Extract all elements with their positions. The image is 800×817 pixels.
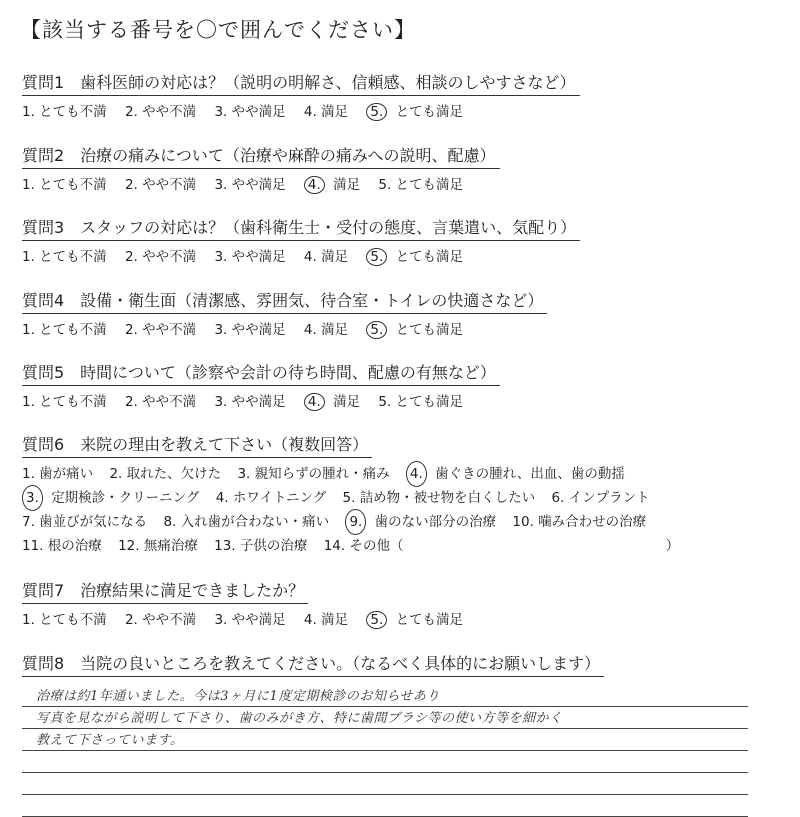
circled-number: 5. xyxy=(366,611,387,629)
option-4b[interactable]: 4. ホワイトニング xyxy=(215,490,327,506)
circled-number: 5. xyxy=(366,103,387,121)
option-13[interactable]: 13. 子供の治療 xyxy=(214,538,308,554)
circled-number: 5. xyxy=(366,248,387,266)
option-5-circled[interactable] xyxy=(366,612,387,628)
options-row xyxy=(22,510,679,534)
circled-number: 3. xyxy=(22,485,43,511)
answer-line[interactable] xyxy=(22,707,748,729)
option-10[interactable]: 10. 噛み合わせの治療 xyxy=(512,514,647,530)
option-1[interactable]: 1. とても不満 xyxy=(22,104,107,120)
option-3[interactable]: 3. やや満足 xyxy=(214,322,286,338)
question-3 xyxy=(22,215,580,265)
option-2[interactable]: 2. やや不満 xyxy=(124,394,197,410)
option-5-label: とても満足 xyxy=(395,322,464,338)
option-2[interactable]: 2. やや不満 xyxy=(124,322,197,338)
option-1[interactable]: 1. とても不満 xyxy=(22,394,107,410)
option-5[interactable]: 5. とても満足 xyxy=(378,394,464,410)
option-5-label: とても満足 xyxy=(395,249,464,265)
options-grid xyxy=(22,462,679,558)
question-title: 質問8 当院の良いところを教えてください。（なるべく具体的にお願いします） xyxy=(22,651,604,677)
option-5[interactable]: 5. 詰め物・被せ物を白くしたい xyxy=(342,490,536,506)
option-5-label: とても満足 xyxy=(395,104,464,120)
option-8[interactable]: 8. 入れ歯が合わない・痛い xyxy=(163,514,330,530)
question-1 xyxy=(22,70,580,120)
handwritten-answer: 写真を見ながら説明して下さり、歯のみがき方、特に歯間ブラシ等の使い方等を細かく xyxy=(36,711,563,726)
options-row xyxy=(22,173,500,193)
option-2[interactable]: 2. やや不満 xyxy=(124,249,197,265)
answer-line[interactable] xyxy=(22,685,748,707)
circled-number: 4. xyxy=(304,176,325,194)
option-3b-label: 定期検診・クリーニング xyxy=(51,490,200,506)
question-8 xyxy=(22,651,604,677)
handwritten-answer: 治療は約1年通いました。今は3ヶ月に1度定期検診のお知らせあり xyxy=(36,689,440,704)
question-title: 質問2 治療の痛みについて（治療や麻酔の痛みへの説明、配慮） xyxy=(22,143,500,169)
option-4-circled[interactable] xyxy=(304,394,325,410)
option-3[interactable]: 3. 親知らずの腫れ・痛み xyxy=(237,466,390,482)
option-4-label: 満足 xyxy=(333,394,361,410)
option-1[interactable]: 1. とても不満 xyxy=(22,612,107,628)
question-4 xyxy=(22,288,547,338)
question-title: 質問5 時間について（診察や会計の待ち時間、配慮の有無など） xyxy=(22,360,500,386)
question-title: 質問4 設備・衛生面（清潔感、雰囲気、待合室・トイレの快適さなど） xyxy=(22,288,547,314)
option-14[interactable]: 14. その他（ xyxy=(323,538,404,554)
option-3b-circled[interactable] xyxy=(22,486,43,510)
options-row xyxy=(22,534,679,558)
option-4-circled[interactable] xyxy=(406,462,427,486)
circled-number: 4. xyxy=(304,393,325,411)
options-row xyxy=(22,462,679,486)
option-11[interactable]: 11. 根の治療 xyxy=(22,538,102,554)
option-4[interactable]: 4. 満足 xyxy=(303,322,349,338)
option-2[interactable]: 2. やや不満 xyxy=(124,612,197,628)
question-title: 質問1 歯科医師の対応は？（説明の明解さ、信頼感、相談のしやすさなど） xyxy=(22,70,580,96)
option-5-label: とても満足 xyxy=(395,612,464,628)
option-4[interactable]: 4. 満足 xyxy=(303,249,349,265)
question-5 xyxy=(22,360,500,410)
option-1[interactable]: 1. とても不満 xyxy=(22,177,107,193)
options-row xyxy=(22,608,477,628)
option-1[interactable]: 1. とても不満 xyxy=(22,322,107,338)
option-5-circled[interactable] xyxy=(366,249,387,265)
option-5[interactable]: 5. とても満足 xyxy=(378,177,464,193)
option-4-label: 満足 xyxy=(333,177,361,193)
option-9-circled[interactable] xyxy=(345,510,366,534)
question-title: 質問6 来院の理由を教えて下さい（複数回答） xyxy=(22,432,372,458)
options-row xyxy=(22,245,580,265)
option-12[interactable]: 12. 無痛治療 xyxy=(118,538,198,554)
option-3[interactable]: 3. やや満足 xyxy=(214,394,286,410)
option-2[interactable]: 2. やや不満 xyxy=(124,177,197,193)
circled-number: 9. xyxy=(345,509,366,535)
answer-line[interactable] xyxy=(22,773,748,795)
question-title: 質問3 スタッフの対応は？（歯科衛生士・受付の態度、言葉遣い、気配り） xyxy=(22,215,580,241)
option-4[interactable]: 4. 満足 xyxy=(303,104,349,120)
page-title: 【該当する番号を〇で囲んでください】 xyxy=(20,18,416,42)
answer-line[interactable] xyxy=(22,751,748,773)
answer-lines xyxy=(22,685,748,817)
options-row xyxy=(22,390,500,410)
option-3[interactable]: 3. やや満足 xyxy=(214,177,286,193)
option-2[interactable]: 2. 取れた、欠けた xyxy=(109,466,222,482)
option-7[interactable]: 7. 歯並びが気になる xyxy=(22,514,148,530)
option-3[interactable]: 3. やや満足 xyxy=(214,249,286,265)
handwritten-answer: 教えて下さっています。 xyxy=(36,733,184,748)
question-title: 質問7 治療結果に満足できましたか？ xyxy=(22,578,308,604)
option-1[interactable]: 1. とても不満 xyxy=(22,249,107,265)
option-5-circled[interactable] xyxy=(366,322,387,338)
question-2 xyxy=(22,143,500,193)
options-row xyxy=(22,486,679,510)
option-5-circled[interactable] xyxy=(366,104,387,120)
option-2[interactable]: 2. やや不満 xyxy=(124,104,197,120)
option-14-close-paren: ） xyxy=(665,538,680,554)
answer-line[interactable] xyxy=(22,795,748,817)
option-6[interactable]: 6. インプラント xyxy=(551,490,650,506)
circled-number: 5. xyxy=(366,321,387,339)
options-row xyxy=(22,318,547,338)
circled-number: 4. xyxy=(406,461,427,487)
question-7 xyxy=(22,578,477,628)
options-row xyxy=(22,100,580,120)
question-6 xyxy=(22,432,679,558)
option-3[interactable]: 3. やや満足 xyxy=(214,612,286,628)
answer-line[interactable] xyxy=(22,729,748,751)
option-4[interactable]: 4. 満足 xyxy=(303,612,349,628)
option-1[interactable]: 1. 歯が痛い xyxy=(22,466,94,482)
option-4-circled[interactable] xyxy=(304,177,325,193)
option-9-label: 歯のない部分の治療 xyxy=(374,514,497,530)
option-3[interactable]: 3. やや満足 xyxy=(214,104,286,120)
option-4-label: 歯ぐきの腫れ、出血、歯の動揺 xyxy=(435,466,625,482)
